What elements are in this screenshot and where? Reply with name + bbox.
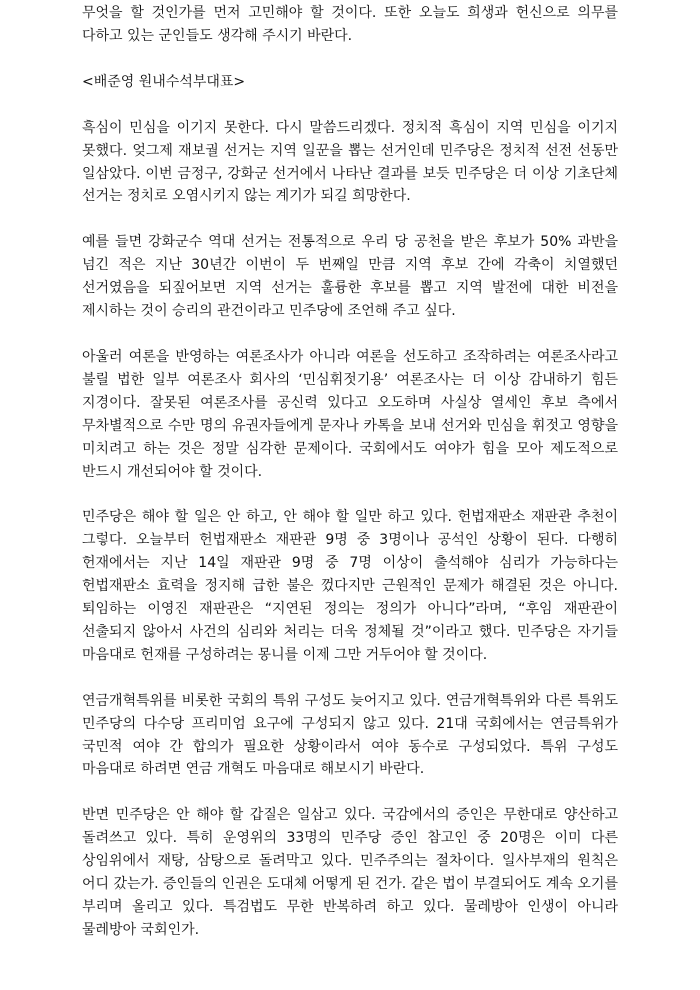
paragraph: 아울러 여론을 반영하는 여론조사가 아니라 여론을 선도하고 조작하려는 여론조사라고 불릴 법한 일부 여론조사 회사의 ‘민심휘젓기용’ 여론조사는 더 이상 감내하기 힘든 지경이다. 잘못된 여론조사를 공신력 있다고 오도하며 사실상 열세인 후보 측에서 무차별적으로 수만 명의 유권자들에게 문자나 카톡을 보내 선거와 민심을 휘젓고 영향을 미치려고 하는 것은 정말 심각한 문제이다. 국회에서도 여야가 힘을 모아 제도적으로 반드시 개선되어야 할 것이다. [82,348,618,480]
paragraph: 흑심이 민심을 이기지 못한다. 다시 말씀드리겠다. 정치적 흑심이 지역 민심을 이기지 못했다. 엊그제 재보궐 선거는 지역 일꾼을 뽑는 선거인데 민주당은 정치적 선전 선동만 일삼았다. 이번 금정구, 강화군 선거에서 나타난 결과를 보듯 민주당은 더 이상 기초단체 선거는 정치로 오염시키지 않는 계기가 되길 희망한다. [82,119,618,205]
paragraph: 연금개혁특위를 비롯한 국회의 특위 구성도 늦어지고 있다. 연금개혁특위와 다른 특위도 민주당의 다수당 프리미엄 요구에 구성되지 않고 있다. 21대 국회에서는 연금특위가 국민적 여야 간 합의가 필요한 상황이라서 여야 동수로 구성되었다. 특위 구성도 마음대로 하려면 연금 개혁도 마음대로 해보시기 바란다. [82,692,618,778]
paragraph: 민주당은 해야 할 일은 안 하고, 안 해야 할 일만 하고 있다. 헌법재판소 재판관 추천이 그렇다. 오늘부터 헌법재판소 재판관 9명 중 3명이나 공석인 상황이 된다. 다행히 헌재에서는 지난 14일 재판관 9명 중 7명 이상이 출석해야 심리가 가능하다는 헌법재판소 효력을 정지해 급한 불은 껐다지만 근원적인 문제가 해결된 것은 아니다. 퇴임하는 이영진 재판관은 “지연된 정의는 정의가 아니다”라며, “후임 재판관이 선출되지 않아서 사건의 심리와 처리는 더욱 정체될 것”이라고 했다. 민주당은 자기들 마음대로 헌재를 구성하려는 몽니를 이제 그만 거두어야 할 것이다. [82,509,618,663]
opening-paragraph-fragment: 무엇을 할 것인가를 먼저 고민해야 할 것이다. 또한 오늘도 희생과 헌신으로 의무를 다하고 있는 군인들도 생각해 주시기 바란다. [82,5,618,44]
paragraph: 예를 들면 강화군수 역대 선거는 전통적으로 우리 당 공천을 받은 후보가 50% 과반을 넘긴 적은 지난 30년간 이번이 두 번째일 만큼 지역 후보 간에 각축이 치열했던 선거였음을 되짚어보면 지역 선거는 훌륭한 후보를 뽑고 지역 발전에 대한 비전을 제시하는 것이 승리의 관건이라고 민주당에 조언해 주고 싶다. [82,234,618,320]
document-page [82,0,618,942]
paragraph: 반면 민주당은 안 해야 할 갑질은 일삼고 있다. 국감에서의 증인은 무한대로 양산하고 돌려쓰고 있다. 특히 운영위의 33명의 민주당 증인 참고인 중 20명은 이미 다른 상임위에서 재탕, 삼탕으로 돌려막고 있다. 민주주의는 절차이다. 일사부재의 원칙은 어디 갔는가. 증인들의 인권은 도대체 어떻게 된 건가. 같은 법이 부결되어도 계속 오기를 부리며 올리고 있다. 특검법도 무한 반복하려 하고 있다. 물레방아 인생이 아니라 물레방아 국회인가. [82,807,618,938]
speaker-label: <배준영 원내수석부대표> [82,73,246,90]
